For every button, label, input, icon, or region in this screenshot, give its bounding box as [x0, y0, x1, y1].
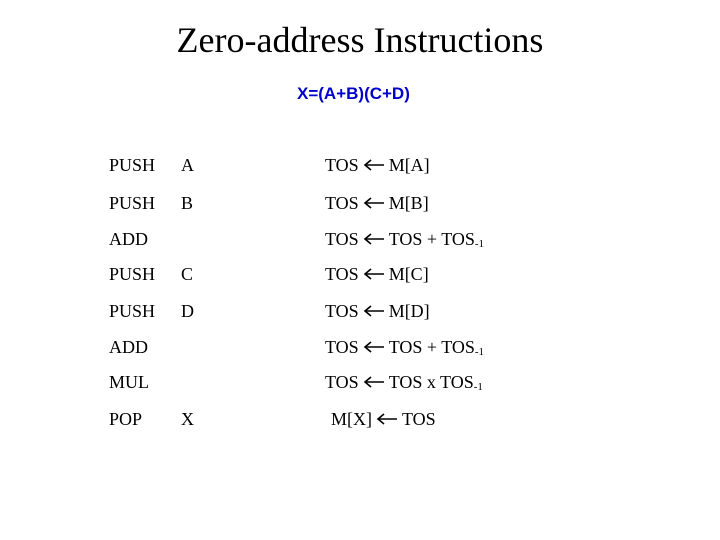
left-arrow-icon — [363, 158, 385, 172]
slide-title: Zero-address Instructions — [176, 20, 544, 60]
left-arrow-icon — [363, 375, 385, 389]
operand: A — [181, 155, 194, 175]
source: M[B] — [388, 193, 429, 213]
destination: TOS — [325, 229, 359, 249]
opcode: PUSH — [109, 193, 156, 213]
source: TOS + TOS — [388, 229, 475, 249]
left-arrow-icon — [363, 304, 385, 318]
instruction-row — [0, 370, 720, 394]
left-arrow-icon — [363, 267, 385, 281]
left-arrow-icon — [363, 340, 385, 354]
subscript: -1 — [474, 238, 485, 250]
source: M[D] — [388, 301, 430, 321]
subscript: -1 — [474, 346, 485, 358]
operand: X — [181, 409, 194, 429]
instruction-row — [0, 153, 720, 177]
opcode: ADD — [109, 229, 148, 249]
instruction-row — [0, 407, 720, 431]
instruction-row — [0, 191, 720, 215]
source: TOS — [402, 409, 436, 429]
micro-operation — [331, 407, 436, 434]
left-arrow-icon — [376, 412, 398, 426]
instruction-row — [0, 299, 720, 323]
opcode: POP — [109, 409, 143, 429]
source: TOS x TOS — [388, 372, 474, 392]
destination: TOS — [325, 301, 359, 321]
opcode: MUL — [109, 372, 149, 392]
left-arrow-icon — [363, 232, 385, 246]
source: M[C] — [388, 264, 429, 284]
operand: B — [181, 193, 194, 213]
source: TOS + TOS — [388, 337, 475, 357]
destination: TOS — [325, 264, 359, 284]
destination: TOS — [325, 155, 359, 175]
destination: TOS — [325, 372, 359, 392]
destination: M[X] — [331, 409, 372, 429]
source: M[A] — [388, 155, 430, 175]
micro-operation — [325, 227, 484, 254]
subscript: -1 — [473, 381, 483, 393]
micro-operation — [325, 153, 430, 180]
micro-operation — [325, 299, 430, 326]
instruction-row — [0, 262, 720, 286]
opcode: PUSH — [109, 155, 156, 175]
opcode: PUSH — [109, 264, 156, 284]
opcode: ADD — [109, 337, 148, 357]
destination: TOS — [325, 337, 359, 357]
micro-operation — [325, 370, 483, 397]
instruction-row — [0, 227, 720, 251]
expression-subtitle: X=(A+B)(C+D) — [297, 84, 410, 103]
instruction-row — [0, 335, 720, 359]
opcode: PUSH — [109, 301, 156, 321]
micro-operation — [325, 191, 429, 218]
operand: C — [181, 264, 194, 284]
destination: TOS — [325, 193, 359, 213]
left-arrow-icon — [363, 196, 385, 210]
micro-operation — [325, 262, 429, 289]
micro-operation — [325, 335, 484, 362]
operand: D — [181, 301, 194, 321]
